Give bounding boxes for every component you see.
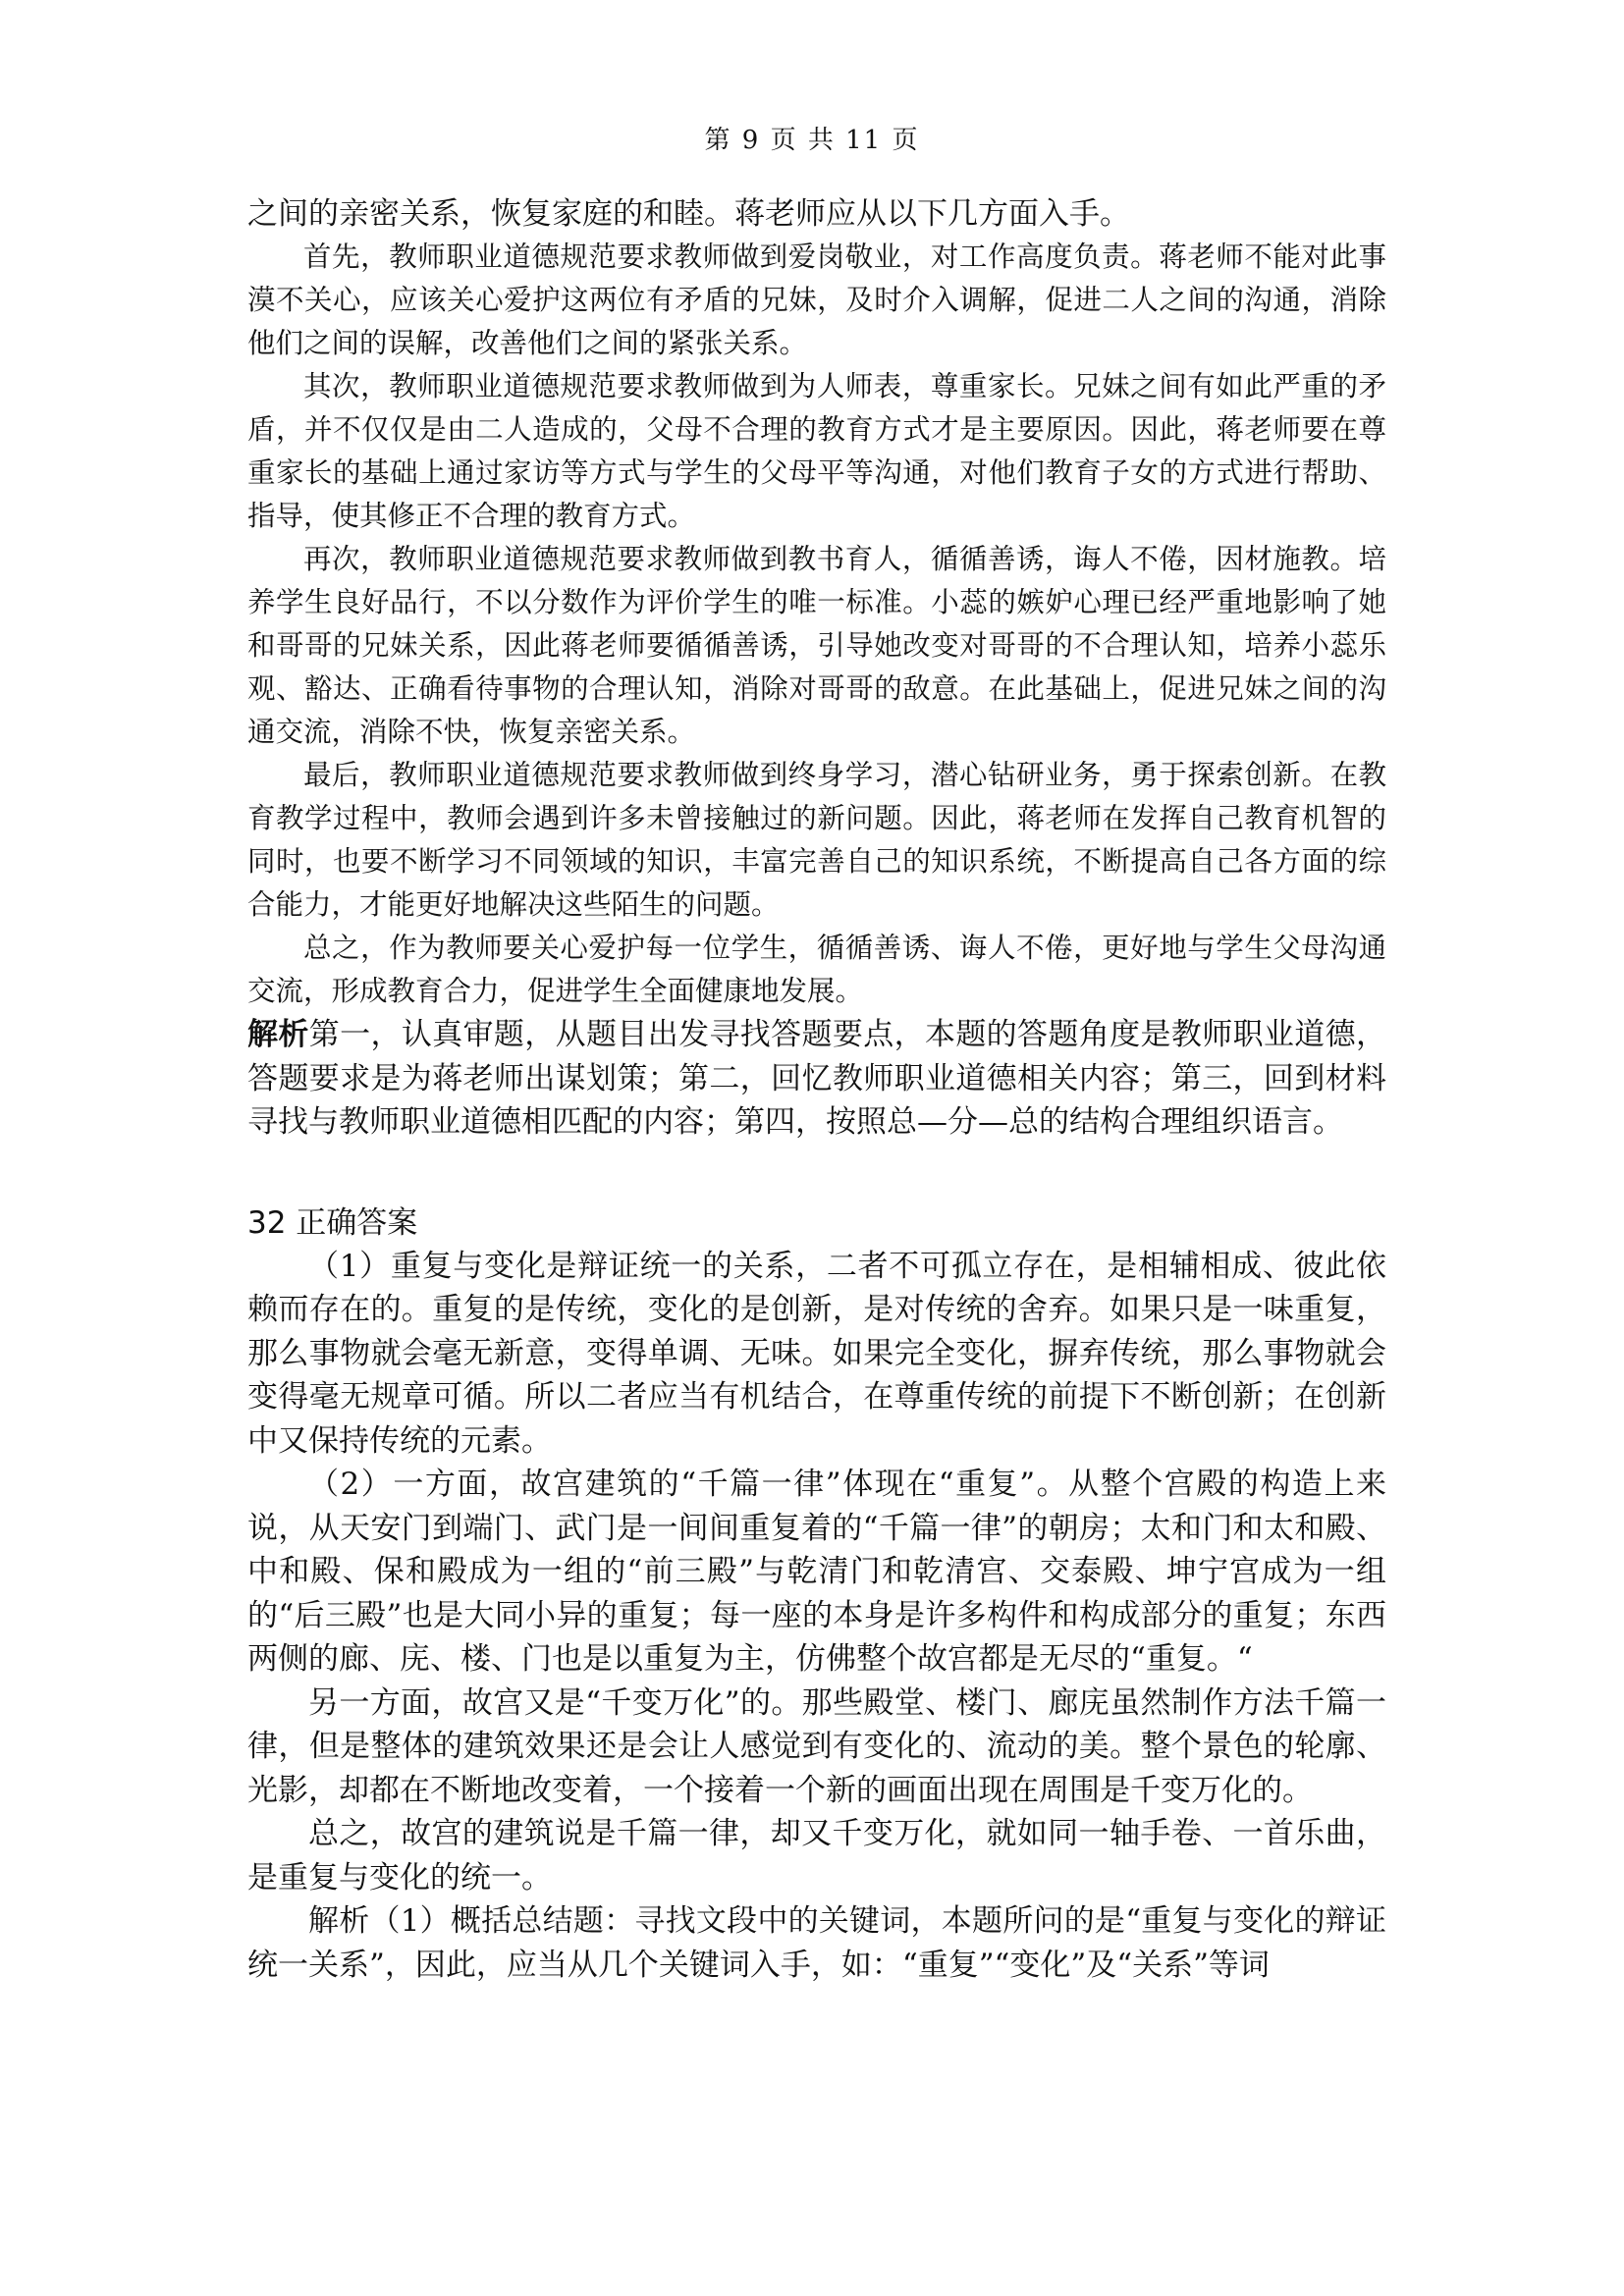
page-header: 第 9 页 共 11 页 xyxy=(704,126,920,155)
section-spacer xyxy=(247,1145,1386,1201)
analysis-label: 解析 xyxy=(247,1017,309,1052)
answer-32-analysis: 解析（1）概括总结题：寻找文段中的关键词，本题所问的是“重复与变化的辩证统一关系”，因此，应当从几个关键词入手，如：“重复”“变化”及“关系”等词 xyxy=(247,1903,1386,1983)
answer-32 xyxy=(247,1201,1386,1988)
answer-32-other-hand: 另一方面，故宫又是“千变万化”的。那些殿堂、楼门、廊庑虽然制作方法千篇一律，但是整体的建筑效果还是会让人感觉到有变化的、流动的美。整个景色的轮廓、光影，却都在不断地改变着，一个接着一个新的画面出现在周围是千变万化的。 xyxy=(247,1684,1386,1808)
paragraph-summary: 总之，作为教师要关心爱护每一位学生，循循善诱、诲人不倦，更好地与学生父母沟通交流，形成教育合力，促进学生全面健康地发展。 xyxy=(247,932,1386,1007)
answer-32-summary: 总之，故宫的建筑说是千篇一律，却又千变万化，就如同一轴手卷、一首乐曲，是重复与变化的统一。 xyxy=(247,1816,1386,1896)
paragraph-second: 其次，教师职业道德规范要求教师做到为人师表，尊重家长。兄妹之间有如此严重的矛盾，并不仅仅是由二人造成的，父母不合理的教育方式才是主要原因。因此，蒋老师要在尊重家长的基础上通过家访等方式与学生的父母平等沟通，对他们教育子女的方式进行帮助、指导，使其修正不合理的教育方式。 xyxy=(247,370,1386,532)
analysis-31 xyxy=(247,1013,1386,1145)
answer-32-title: 32 正确答案 xyxy=(247,1204,418,1241)
paragraph-third: 再次，教师职业道德规范要求教师做到教书育人，循循善诱，诲人不倦，因材施教。培养学生良好品行，不以分数作为评价学生的唯一标准。小蕊的嫉妒心理已经严重地影响了她和哥哥的兄妹关系，因此蒋老师要循循善诱，引导她改变对哥哥的不合理认知，培养小蕊乐观、豁达、正确看待事物的合理认知，消除对哥哥的敌意。在此基础上，促进兄妹之间的沟通交流，消除不快，恢复亲密关系。 xyxy=(247,543,1386,748)
analysis-paragraph xyxy=(247,1013,1386,1145)
analysis-text: 第一，认真审题，从题目出发寻找答题要点，本题的答题角度是教师职业道德，答题要求是为蒋老师出谋划策；第二，回忆教师职业道德相关内容；第三，回到材料寻找与教师职业道德相匹配的内容；第四，按照总—分—总的结构合理组织语言。 xyxy=(247,1017,1387,1140)
document-body xyxy=(247,192,1386,1987)
paragraph-first: 首先，教师职业道德规范要求教师做到爱岗敬业，对工作高度负责。蒋老师不能对此事漠不关心，应该关心爱护这两位有矛盾的兄妹，及时介入调解，促进二人之间的沟通，消除他们之间的误解，改善他们之间的紧张关系。 xyxy=(247,240,1386,359)
answer-32-part2: （2）一方面，故宫建筑的“千篇一律”体现在“重复”。从整个宫殿的构造上来说，从天安门到端门、武门是一间间重复着的“千篇一律”的朝房；太和门和太和殿、中和殿、保和殿成为一组的“前三殿”与乾清门和乾清宫、交泰殿、坤宁宫成为一组的“后三殿”也是大同小异的重复；每一座的本身是许多构件和构成部分的重复；东西两侧的廊、庑、楼、门也是以重复为主，仿佛整个故宫都是无尽的“重复。“ xyxy=(247,1467,1386,1677)
answer-31-continued xyxy=(247,192,1386,1013)
paragraph-fourth: 最后，教师职业道德规范要求教师做到终身学习，潜心钻研业务，勇于探索创新。在教育教学过程中，教师会遇到许多未曾接触过的新问题。因此，蒋老师在发挥自己教育机智的同时，也要不断学习不同领域的知识，丰富完善自己的知识系统，不断提高自己各方面的综合能力，才能更好地解决这些陌生的问题。 xyxy=(247,759,1386,921)
paragraph-lead: 之间的亲密关系，恢复家庭的和睦。蒋老师应从以下几方面入手。 xyxy=(247,196,1130,232)
answer-32-part1: （1）重复与变化是辩证统一的关系，二者不可孤立存在，是相辅相成、彼此依赖而存在的。重复的是传统，变化的是创新，是对传统的舍弃。如果只是一味重复，那么事物就会毫无新意，变得单调、无味。如果完全变化，摒弃传统，那么事物就会变得毫无规章可循。所以二者应当有机结合，在尊重传统的前提下不断创新；在创新中又保持传统的元素。 xyxy=(247,1248,1386,1459)
